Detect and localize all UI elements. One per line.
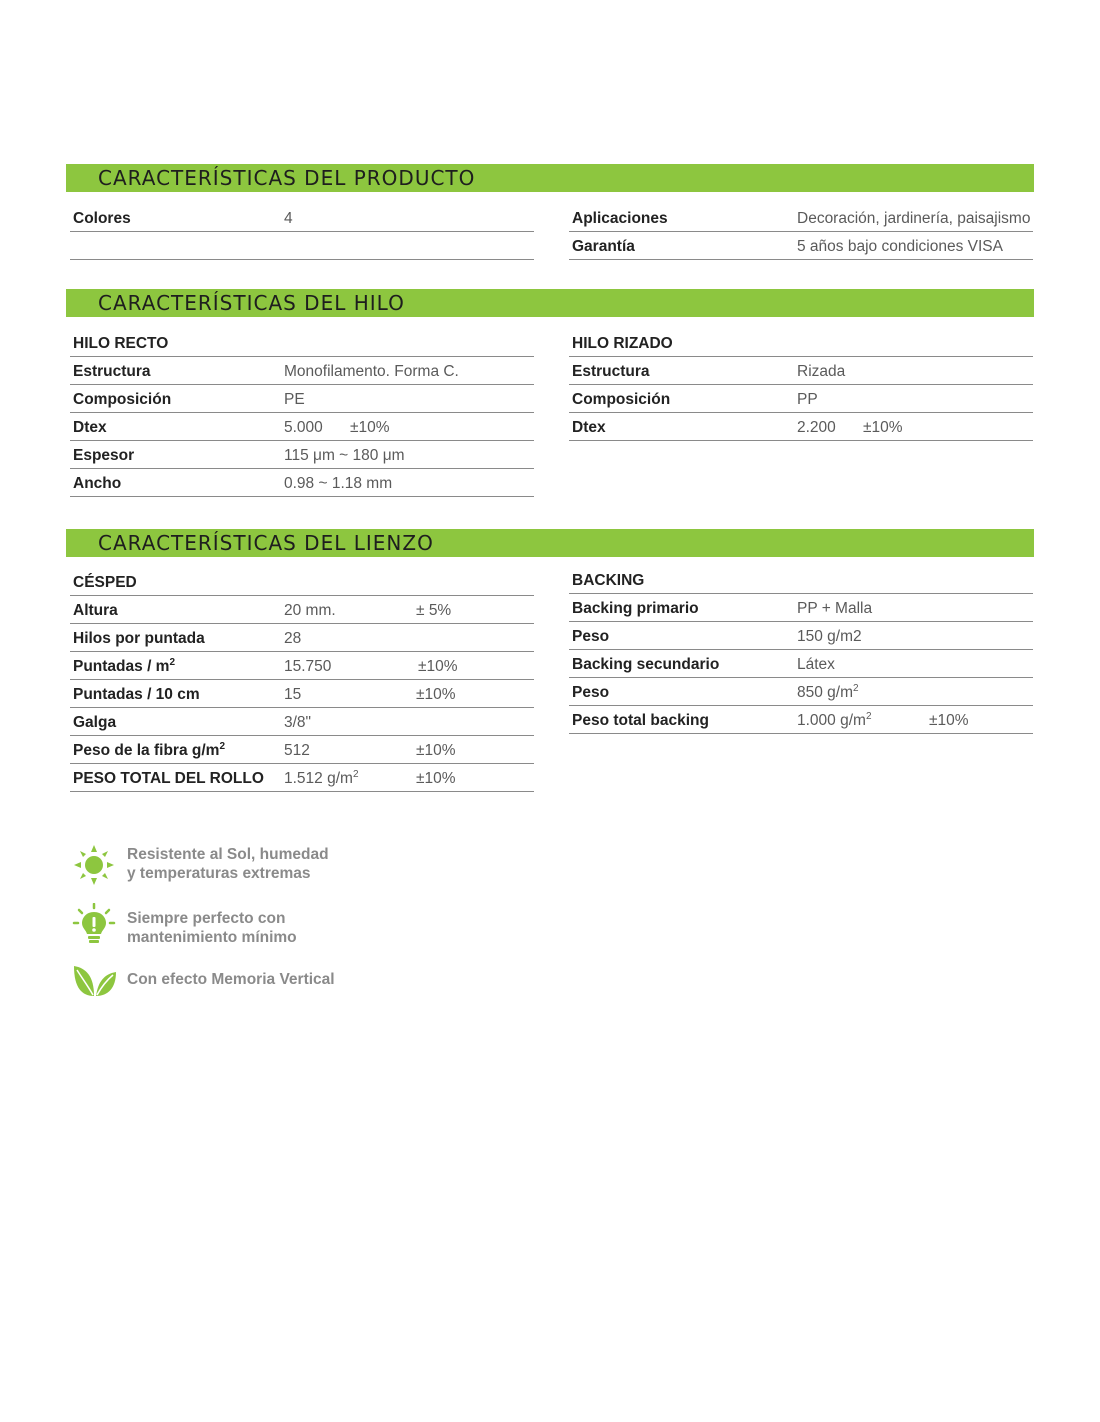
row-label: Puntadas / $m^2$ bbox=[73, 656, 176, 675]
row-value: Látex bbox=[797, 656, 835, 673]
table-heading bbox=[569, 566, 1033, 594]
row-label: Peso bbox=[572, 628, 610, 645]
table-row bbox=[70, 413, 534, 441]
feature-text bbox=[127, 970, 335, 989]
row-label: Colores bbox=[73, 210, 131, 227]
table-heading-label: HILO RIZADO bbox=[572, 335, 673, 352]
row-label: Estructura bbox=[73, 363, 151, 380]
row-value: 4 bbox=[284, 210, 293, 227]
table-row bbox=[70, 736, 534, 764]
feature-text bbox=[127, 845, 329, 883]
table-row bbox=[70, 680, 534, 708]
table-row bbox=[70, 385, 534, 413]
lightbulb-icon bbox=[72, 903, 116, 947]
row-value: 1.000 $g/m^2$ bbox=[797, 710, 872, 729]
table-row bbox=[70, 204, 534, 232]
row-value: 5 años bajo condiciones VISA bbox=[797, 238, 1003, 255]
row-tolerance: ±10% bbox=[416, 686, 456, 703]
row-label: Composición bbox=[73, 391, 172, 408]
table-row bbox=[569, 622, 1033, 650]
section-band-hilo bbox=[66, 289, 1034, 317]
section-title-lienzo: CARACTERÍSTICAS DEL LIENZO bbox=[98, 531, 434, 555]
row-label: Hilos por puntada bbox=[73, 630, 205, 647]
table-heading-label: HILO RECTO bbox=[73, 335, 169, 352]
row-value: 28 bbox=[284, 630, 302, 647]
table-heading bbox=[70, 329, 534, 357]
row-label: Composición bbox=[572, 391, 671, 408]
row-label: Backing secundario bbox=[572, 656, 720, 673]
table-row bbox=[569, 594, 1033, 622]
table-row bbox=[569, 357, 1033, 385]
leaf-icon bbox=[72, 962, 118, 998]
row-label: Dtex bbox=[572, 419, 606, 436]
row-value: 0.98 ~ 1.18 mm bbox=[284, 475, 393, 492]
row-label: PESO TOTAL DEL ROLLO bbox=[73, 770, 264, 787]
row-value: 15.750 bbox=[284, 658, 332, 675]
row-tolerance: ±10% bbox=[416, 770, 456, 787]
row-label: Backing primario bbox=[572, 600, 699, 617]
row-value: Decoración, jardinería, paisajismo bbox=[797, 210, 1031, 227]
row-value: 850 $g/m^2$ bbox=[797, 682, 859, 701]
table-row bbox=[569, 413, 1033, 441]
row-label: Puntadas / 10 cm bbox=[73, 686, 200, 703]
row-value: 150 g/m2 bbox=[797, 628, 862, 645]
row-value: 3/8" bbox=[284, 714, 312, 731]
table-heading-label: CÉSPED bbox=[73, 574, 137, 591]
feature-line: Siempre perfecto con bbox=[127, 910, 286, 927]
row-value: Monofilamento. Forma C. bbox=[284, 363, 459, 380]
row-tolerance: ± 5% bbox=[416, 602, 452, 619]
row-value: PP bbox=[797, 391, 818, 408]
section-band-lienzo bbox=[66, 529, 1034, 557]
feature-text bbox=[127, 909, 297, 947]
row-label: Dtex bbox=[73, 419, 107, 436]
row-value: 2.200 bbox=[797, 419, 836, 436]
section-title-producto: CARACTERÍSTICAS DEL PRODUCTO bbox=[98, 166, 476, 190]
row-label: Garantía bbox=[572, 238, 635, 255]
feature-memory bbox=[72, 962, 392, 1006]
row-tolerance: ±10% bbox=[350, 419, 390, 436]
table-row bbox=[569, 385, 1033, 413]
row-value: 15 bbox=[284, 686, 302, 703]
row-label: Espesor bbox=[73, 447, 135, 464]
row-value: 1.512 $g/m^2$ bbox=[284, 768, 359, 787]
table-row bbox=[569, 204, 1033, 232]
section-band-producto bbox=[66, 164, 1034, 192]
feature-line: Con efecto Memoria Vertical bbox=[127, 971, 335, 988]
row-value: PP + Malla bbox=[797, 600, 873, 617]
table-row bbox=[569, 650, 1033, 678]
table-heading bbox=[569, 329, 1033, 357]
table-row bbox=[70, 441, 534, 469]
table-row bbox=[70, 708, 534, 736]
feature-sun bbox=[72, 845, 392, 889]
row-value: 115 μm ~ 180 μm bbox=[284, 447, 405, 464]
row-value: 20 mm. bbox=[284, 602, 336, 619]
row-value: Rizada bbox=[797, 363, 846, 380]
table-heading bbox=[70, 568, 534, 596]
row-tolerance: ±10% bbox=[929, 712, 969, 729]
row-label: Peso de la fibra $g/m^2$ bbox=[73, 740, 225, 759]
row-label: Altura bbox=[73, 602, 118, 619]
table-row bbox=[70, 764, 534, 792]
table-row bbox=[569, 678, 1033, 706]
table-row bbox=[70, 357, 534, 385]
row-label: Galga bbox=[73, 714, 117, 731]
row-value: 512 bbox=[284, 742, 310, 759]
table-row bbox=[70, 624, 534, 652]
row-tolerance: ±10% bbox=[418, 658, 458, 675]
feature-line: y temperaturas extremas bbox=[127, 865, 311, 882]
table-row bbox=[569, 706, 1033, 734]
table-row bbox=[569, 232, 1033, 260]
table-row bbox=[70, 652, 534, 680]
feature-line: Resistente al Sol, humedad bbox=[127, 846, 329, 863]
table-heading-label: BACKING bbox=[572, 572, 645, 589]
table-row bbox=[70, 596, 534, 624]
row-tolerance: ±10% bbox=[863, 419, 903, 436]
row-value: PE bbox=[284, 391, 305, 408]
row-label: Estructura bbox=[572, 363, 650, 380]
row-label: Peso bbox=[572, 684, 610, 701]
row-label: Ancho bbox=[73, 475, 122, 492]
feature-line: mantenimiento mínimo bbox=[127, 929, 297, 946]
table-row bbox=[70, 232, 534, 260]
feature-maintenance bbox=[72, 903, 392, 947]
row-label: Peso total backing bbox=[572, 712, 709, 729]
section-title-hilo: CARACTERÍSTICAS DEL HILO bbox=[98, 291, 405, 315]
row-label: Aplicaciones bbox=[572, 210, 668, 227]
table-row bbox=[70, 469, 534, 497]
sun-icon bbox=[72, 845, 116, 885]
row-value: 5.000 bbox=[284, 419, 323, 436]
row-tolerance: ±10% bbox=[416, 742, 456, 759]
